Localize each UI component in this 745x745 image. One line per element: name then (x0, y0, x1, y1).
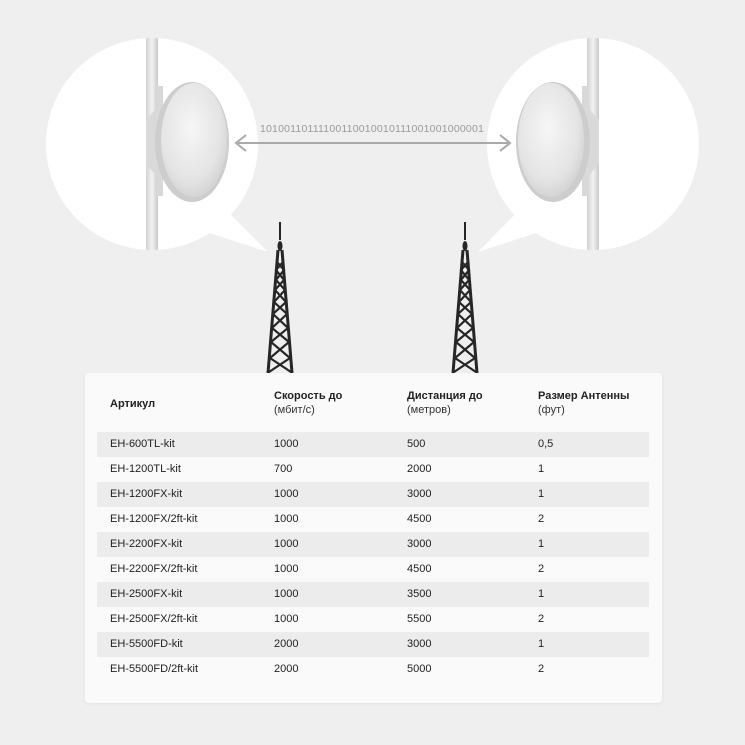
cell-distance: 4500 (407, 563, 432, 575)
cell-speed: 1000 (274, 613, 299, 625)
cell-article: EH-2500FX/2ft-kit (110, 613, 198, 625)
cell-article: EH-2200FX-kit (110, 538, 183, 550)
cell-article: EH-5500FD/2ft-kit (110, 663, 199, 675)
cell-article: EH-5500FD-kit (110, 638, 183, 650)
cell-speed: 1000 (274, 513, 299, 525)
cell-antenna-size: 1 (538, 488, 545, 500)
table-row (97, 532, 649, 557)
header-speed: Скорость до (мбит/с) (274, 390, 343, 416)
header-distance: Дистанция до (метров) (407, 390, 483, 416)
cell-distance: 2000 (407, 463, 432, 475)
cell-distance: 3000 (407, 488, 432, 500)
table-row (97, 607, 649, 632)
cell-speed: 1000 (274, 488, 299, 500)
cell-distance: 4500 (407, 513, 432, 525)
cell-antenna-size: 2 (538, 563, 545, 575)
cell-antenna-size: 0,5 (538, 438, 554, 450)
cell-speed: 1000 (274, 538, 299, 550)
cell-article: EH-2200FX/2ft-kit (110, 563, 198, 575)
cell-antenna-size: 1 (538, 463, 545, 475)
table-row (97, 457, 649, 482)
cell-distance: 3500 (407, 588, 432, 600)
cell-speed: 1000 (274, 438, 299, 450)
cell-speed: 1000 (274, 588, 299, 600)
table-row (97, 507, 649, 532)
table-row (97, 482, 649, 507)
left-tower-icon (268, 222, 292, 373)
cell-speed: 2000 (274, 638, 299, 650)
right-tower-icon (453, 222, 477, 373)
cell-distance: 500 (407, 438, 426, 450)
link-bits-text: 10100110111100110010010111001001000001 (259, 123, 485, 135)
table-row (97, 557, 649, 582)
header-antenna-size: Размер Антенны (фут) (538, 390, 630, 416)
table-row (97, 432, 649, 457)
cell-antenna-size: 2 (538, 613, 545, 625)
cell-distance: 5500 (407, 613, 432, 625)
cell-speed: 700 (274, 463, 293, 475)
cell-distance: 3000 (407, 538, 432, 550)
table-header (85, 373, 662, 433)
cell-antenna-size: 1 (538, 638, 545, 650)
table-row (97, 657, 649, 682)
table-body (97, 432, 649, 682)
cell-distance: 3000 (407, 638, 432, 650)
header-article: Артикул (110, 398, 156, 410)
cell-speed: 1000 (274, 563, 299, 575)
cell-article: EH-1200TL-kit (110, 463, 181, 475)
cell-antenna-size: 2 (538, 513, 545, 525)
cell-antenna-size: 1 (538, 538, 545, 550)
cell-distance: 5000 (407, 663, 432, 675)
cell-article: EH-1200FX-kit (110, 488, 183, 500)
cell-antenna-size: 2 (538, 663, 545, 675)
table-row (97, 632, 649, 657)
table-row (97, 582, 649, 607)
link-arrow-icon (236, 135, 510, 151)
cell-article: EH-1200FX/2ft-kit (110, 513, 198, 525)
cell-speed: 2000 (274, 663, 299, 675)
product-table-card (85, 373, 662, 703)
cell-article: EH-600TL-kit (110, 438, 175, 450)
cell-article: EH-2500FX-kit (110, 588, 183, 600)
cell-antenna-size: 1 (538, 588, 545, 600)
